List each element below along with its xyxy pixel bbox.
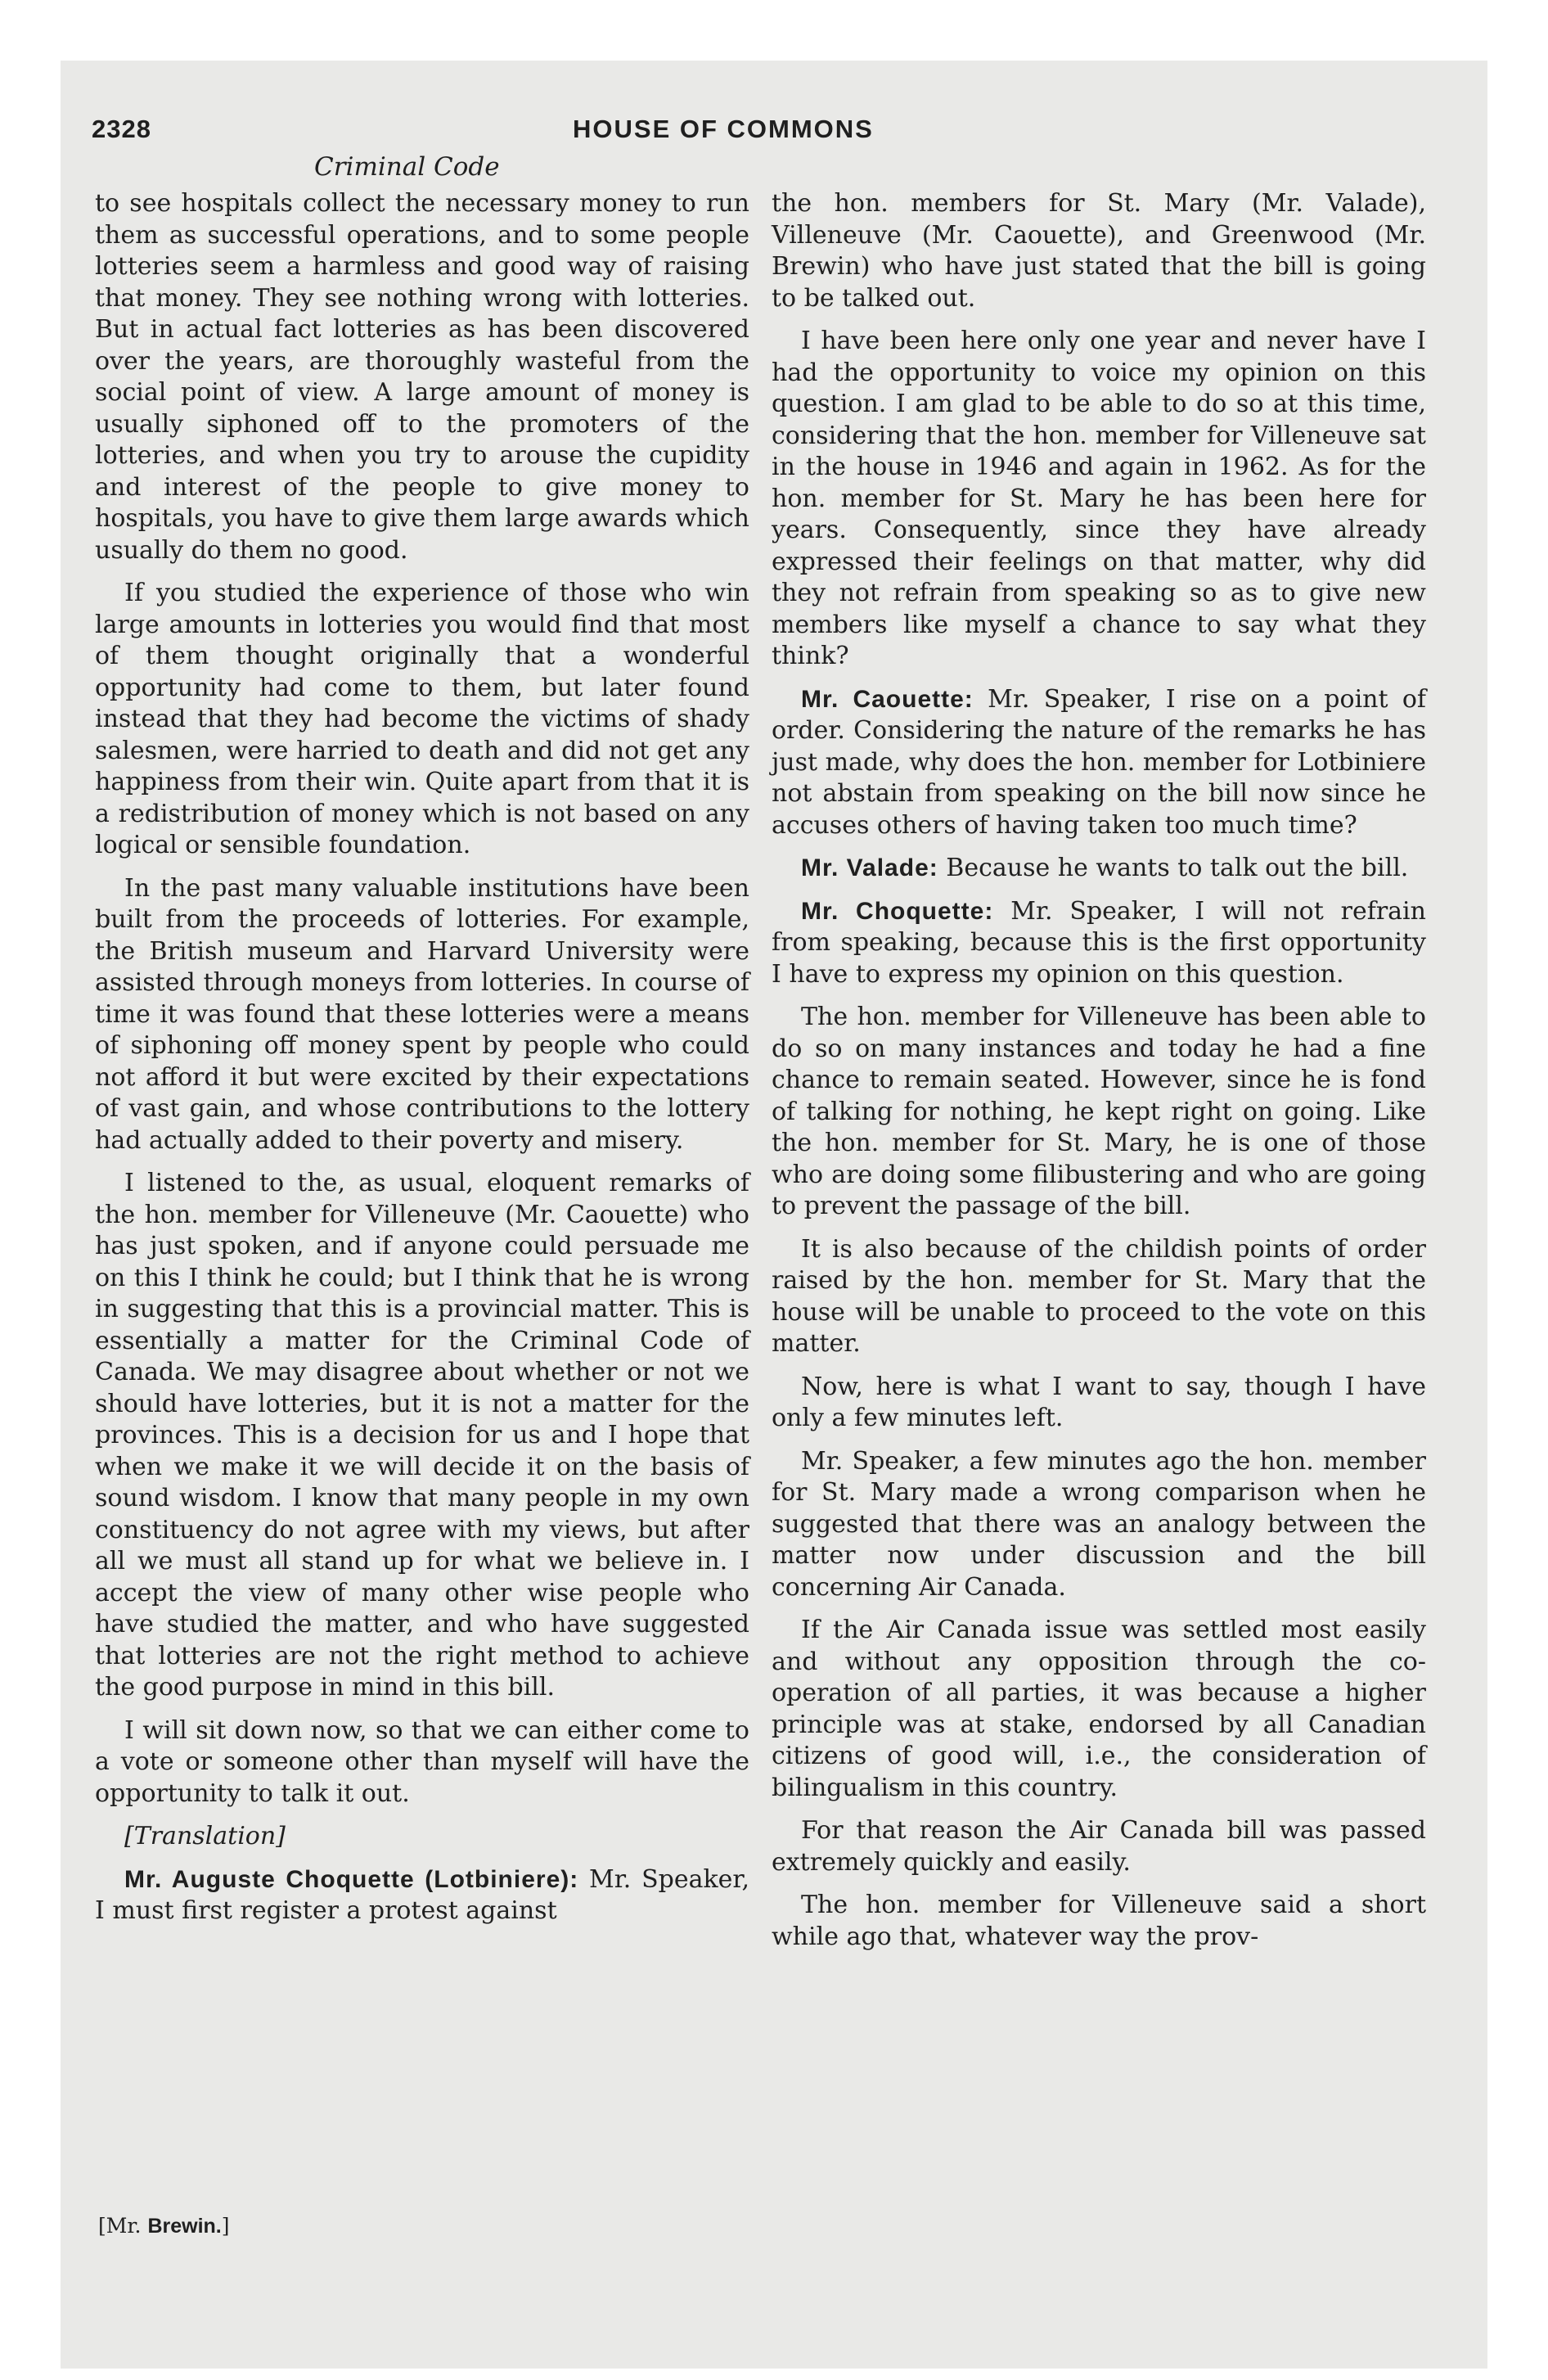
page-title: HOUSE OF COMMONS [573, 115, 874, 143]
speech-paragraph [772, 896, 1426, 991]
paragraph: I listened to the, as usual, eloquent remarks of the hon. member for Villeneuve (Mr. Caouette) who has just spoken, and if anyone could persuade me on this I think he could; but I think that he is wrong in suggesting that this is a provincial matter. This is essentially a matter for the Criminal Code of Canada. We may disagree about whether or not we should have lotteries, but it is not a matter for the provinces. This is a decision for us and I hope that when we make it we will decide it on the basis of sound wisdom. I know that many people in my own constituency do not agree with my views, but after all we must all stand up for what we believe in. I accept the view of many other wise people who have studied the matter, and who have suggested that lotteries are not the right method to achieve the good purpose in mind in this bill. [95, 1169, 749, 1702]
footer-close: ] [221, 2214, 230, 2238]
speaker-name: Mr. Caouette: [801, 685, 974, 713]
left-column [95, 188, 749, 1939]
speech-text: Because he wants to talk out the bill. [938, 854, 1409, 882]
speaker-name: Mr. Auguste Choquette (Lotbiniere): [124, 1865, 579, 1893]
paragraph: For that reason the Air Canada bill was passed extremely quickly and easily. [772, 1816, 1426, 1877]
paragraph: the hon. members for St. Mary (Mr. Valade), Villeneuve (Mr. Caouette), and Greenwood (Mr. Brewin) who have just stated that the bill is going to be talked out. [772, 189, 1426, 313]
speaker-name: Mr. Valade: [801, 854, 938, 881]
speech-text: Mr. Speaker, I must first register a protest against [95, 1864, 750, 1925]
paragraph: I have been here only one year and never have I had the opportunity to voice my opinion on this question. I am glad to be able to do so at this time, considering that the hon. member for Villeneuve sat in the house in 1946 and again in 1962. As for the hon. member for St. Mary he has been here for years. Consequently, since they have already expressed their feelings on that matter, why did they not refrain from speaking so as to give new members like myself a chance to say what they think? [772, 327, 1426, 670]
right-column [772, 188, 1426, 1964]
speech-text: Mr. Speaker, I will not refrain from speaking, because this is the first opportunity I have to express my opinion on this question. [772, 896, 1426, 989]
page-number: 2328 [92, 115, 151, 143]
paragraph: The hon. member for Villeneuve said a short while ago that, whatever way the prov- [772, 1891, 1426, 1951]
speech-paragraph [95, 1864, 749, 1927]
paragraph: I will sit down now, so that we can either come to a vote or someone other than myself will have the opportunity to talk it out. [95, 1715, 749, 1808]
paragraph: The hon. member for Villeneuve has been able to do so on many instances and today he had a fine chance to remain seated. However, since he is fond of talking for nothing, he kept right on going. Like the hon. member for St. Mary, he is one of those who are doing some filibustering and who are going to prevent the passage of the bill. [772, 1003, 1426, 1220]
paragraph: Mr. Speaker, a few minutes ago the hon. member for St. Mary made a wrong comparison when he suggested that there was an analogy between the matter now under discussion and the bill concerning Air Canada. [772, 1446, 1426, 1602]
speech-text: Mr. Speaker, I rise on a point of order. Considering the nature of the remarks he has just made, why does the hon. member for Lotbiniere not abstain from speaking on the bill now since he accuses others of having taken too much time? [772, 684, 1426, 840]
paragraph: If you studied the experience of those who win large amounts in lotteries you would find that most of them thought originally that a wonderful opportunity had come to them, but later found instead that they had become the victims of shady salesmen, were harried to death and did not get any happiness from their win. Quite apart from that it is a redistribution of money which is not based on any logical or sensible foundation. [95, 579, 749, 859]
paragraph: In the past many valuable institutions have been built from the proceeds of lotteries. For example, the British museum and Harvard University were assisted through moneys from lotteries. In course of time it was found that these lotteries were a means of siphoning off money spent by people who could not afford it but were excited by their expectations of vast gain, and whose contributions to the lottery had actually added to their poverty and misery. [95, 873, 749, 1155]
paragraph: If the Air Canada issue was settled most easily and without any opposition through the co-operation of all parties, it was because a higher principle was at stake, endorsed by all Canadian citizens of good will, i.e., the consideration of bilingualism in this country. [772, 1616, 1426, 1802]
paragraph: Now, here is what I want to say, though I have only a few minutes left. [772, 1372, 1426, 1432]
translation-label: [Translation] [124, 1822, 286, 1850]
paragraph: It is also because of the childish points of order raised by the hon. member for St. Mary that the house will be unable to proceed to the vote on this matter. [772, 1234, 1426, 1358]
paragraph: to see hospitals collect the necessary money to run them as successful operations, and to some people lotteries seem a harmless and good way of raising that money. They see nothing wrong with lotteries. But in actual fact lotteries as has been discovered over the years, are thoroughly wasteful from the social point of view. A large amount of money is usually siphoned off to the promoters of the lotteries, and when you try to arouse the cupidity and interest of the people to give money to hospitals, you have to give them large awards which usually do them no good. [95, 189, 749, 565]
footer-speaker-name: Brewin. [147, 2215, 222, 2238]
speech-paragraph [772, 684, 1426, 842]
speaker-name: Mr. Choquette: [801, 897, 994, 925]
footer-attribution [98, 2214, 230, 2238]
footer-open: [Mr. [98, 2214, 148, 2238]
speech-paragraph [772, 853, 1426, 885]
section-subject: Criminal Code [314, 152, 500, 182]
